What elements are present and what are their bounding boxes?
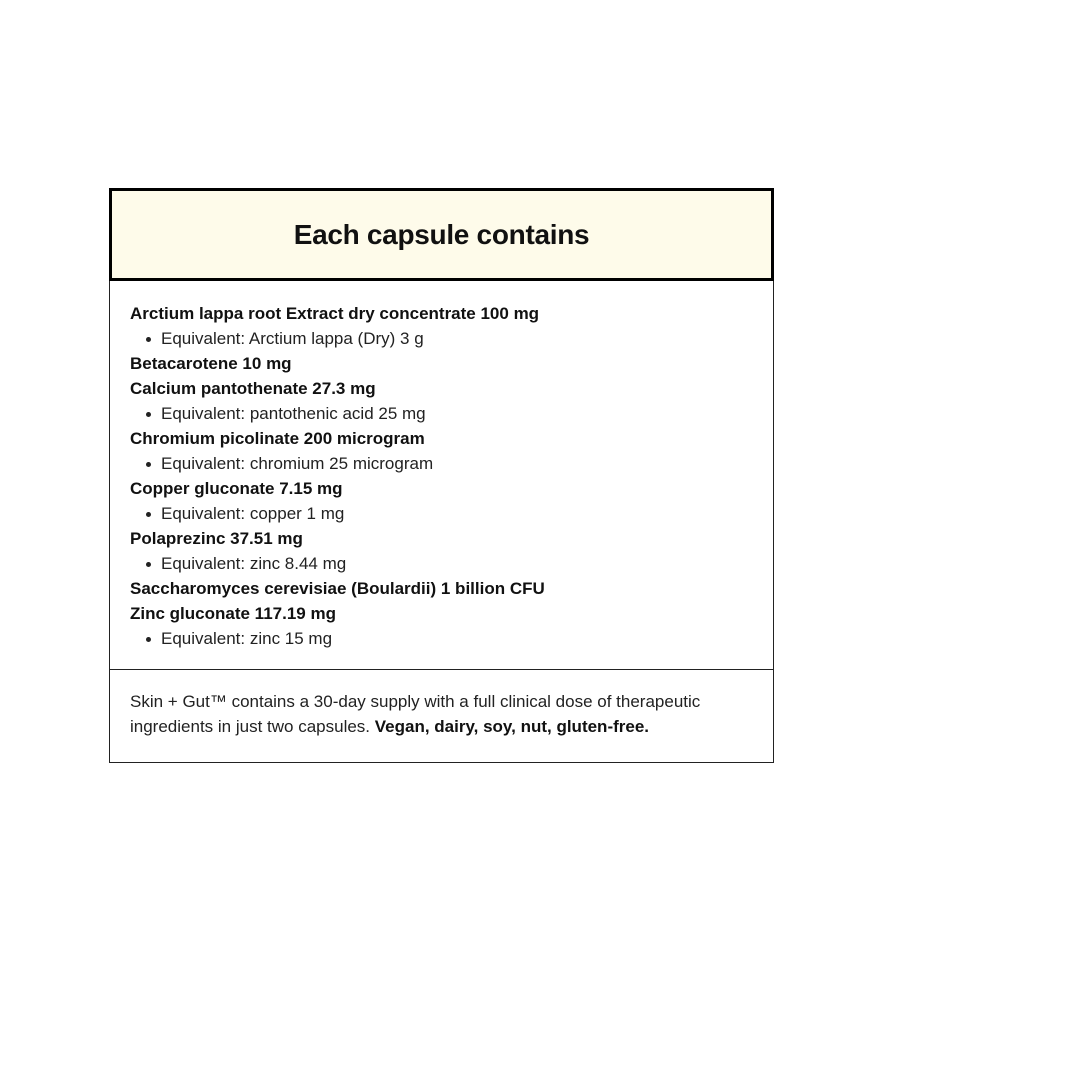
ingredient-name: Betacarotene 10 mg xyxy=(130,354,292,373)
ingredient-name: Calcium pantothenate 27.3 mg xyxy=(130,379,376,398)
ingredients-panel xyxy=(109,188,774,763)
footer-strong-text: Vegan, dairy, soy, nut, gluten-free. xyxy=(374,717,650,736)
equivalent-item: Equivalent: copper 1 mg xyxy=(161,501,753,526)
panel-footer xyxy=(109,670,774,763)
equivalent-item: Equivalent: zinc 8.44 mg xyxy=(161,551,753,576)
ingredient-name: Zinc gluconate 117.19 mg xyxy=(130,604,336,623)
equivalent-list xyxy=(130,551,753,576)
equivalent-list xyxy=(130,326,753,351)
ingredient-name: Polaprezinc 37.51 mg xyxy=(130,529,303,548)
equivalent-list xyxy=(130,451,753,476)
equivalent-item: Equivalent: pantothenic acid 25 mg xyxy=(161,401,753,426)
panel-title: Each capsule contains xyxy=(293,218,590,250)
ingredients-list xyxy=(109,281,774,670)
ingredient-name: Arctium lappa root Extract dry concentrate 100 mg xyxy=(130,304,540,323)
equivalent-item: Equivalent: chromium 25 microgram xyxy=(161,451,753,476)
footer-text: Skin + Gut™ contains a 30-day supply with a full clinical dose of therapeutic ingredients in just two capsules. xyxy=(130,692,701,736)
ingredient-name: Copper gluconate 7.15 mg xyxy=(130,479,343,498)
equivalent-item: Equivalent: Arctium lappa (Dry) 3 g xyxy=(161,326,753,351)
panel-header xyxy=(109,188,774,281)
equivalent-list xyxy=(130,501,753,526)
equivalent-item: Equivalent: zinc 15 mg xyxy=(161,626,753,651)
equivalent-list xyxy=(130,626,753,651)
equivalent-list xyxy=(130,401,753,426)
ingredient-name: Chromium picolinate 200 microgram xyxy=(130,429,425,448)
ingredient-name: Saccharomyces cerevisiae (Boulardii) 1 billion CFU xyxy=(130,579,545,598)
